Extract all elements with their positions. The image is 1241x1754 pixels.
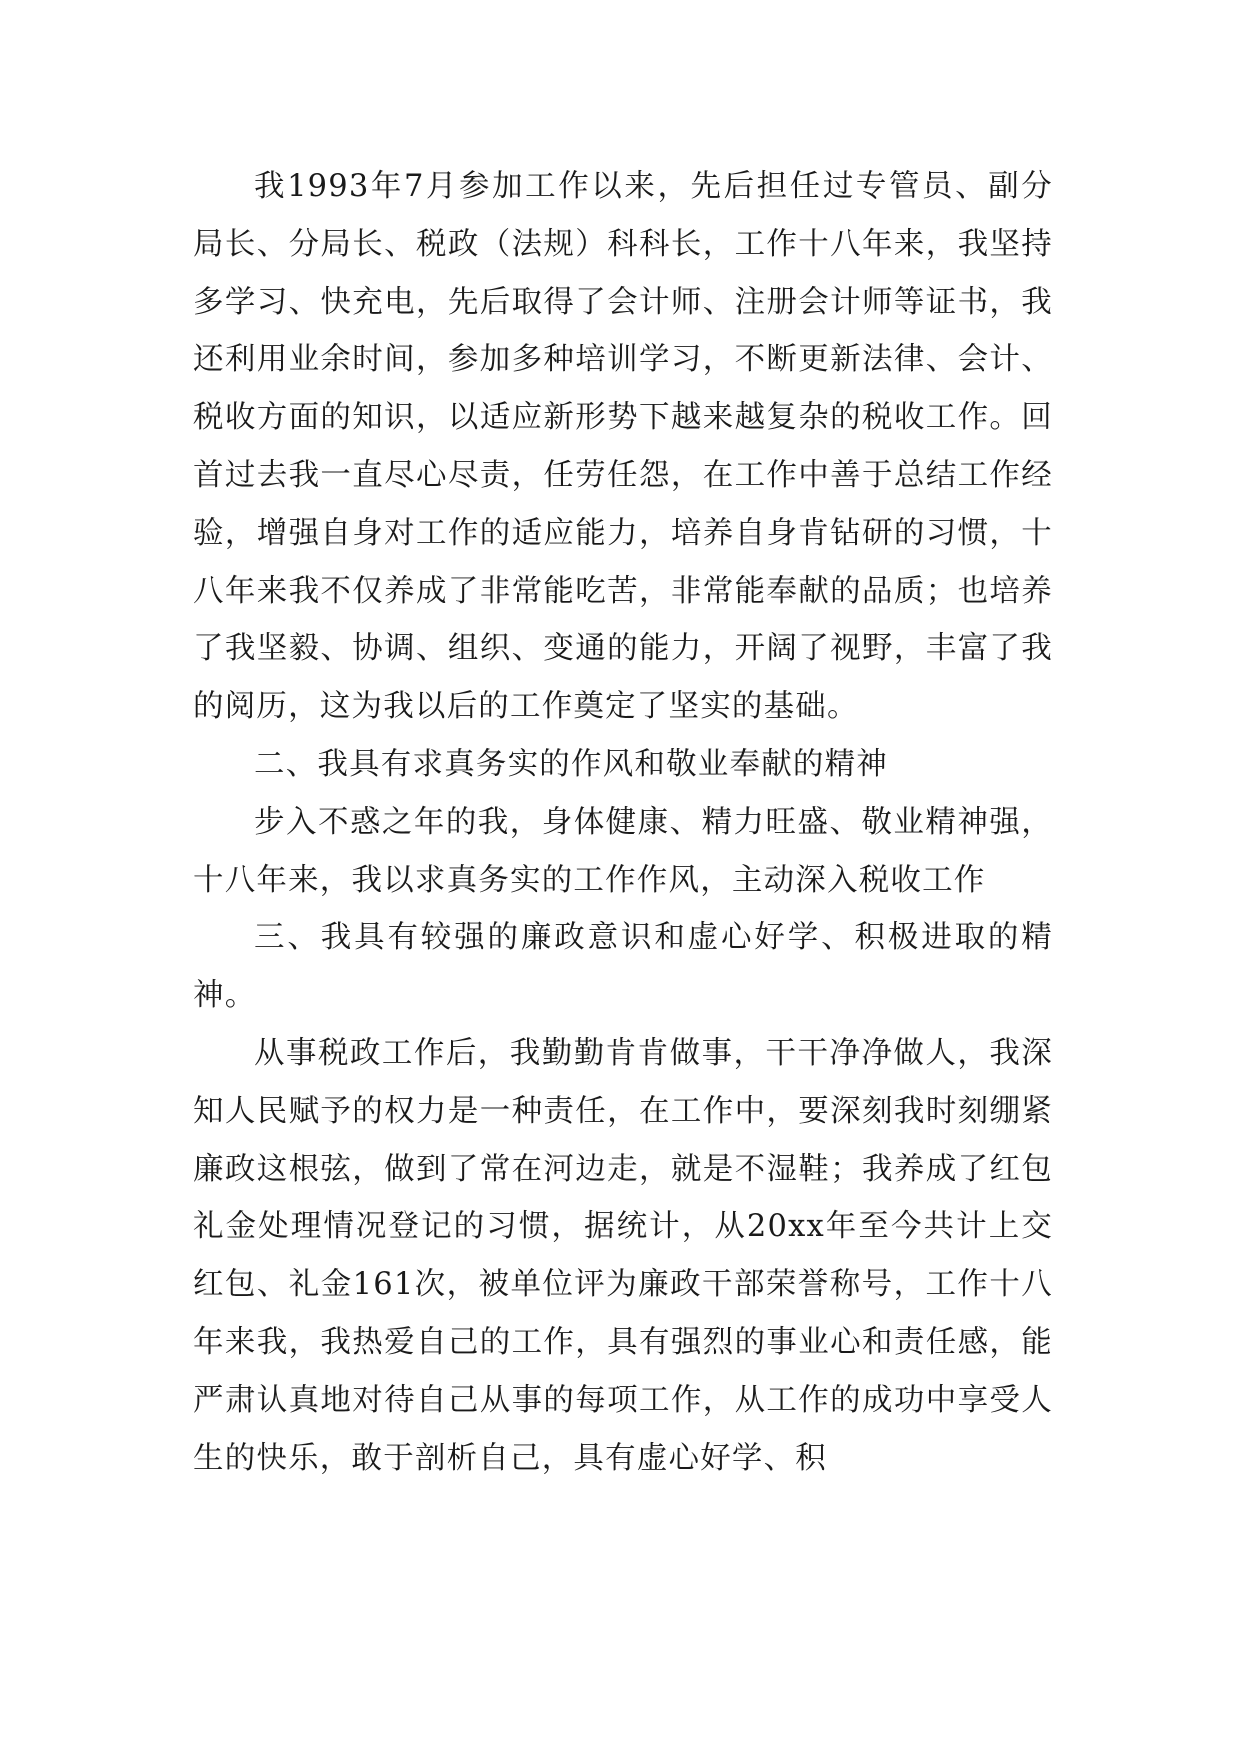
paragraph-section-three: 从事税政工作后，我勤勤肯肯做事，干干净净做人，我深知人民赋予的权力是一种责任，在工作中，要深刻我时刻绷紧廉政这根弦，做到了常在河边走，就是不湿鞋；我养成了红包礼金处理情况登记的习惯，据统计，从20xx年至今共计上交红包、礼金161次，被单位评为廉政干部荣誉称号，工作十八年来我，我热爱自己的工作，具有强烈的事业心和责任感，能严肃认真地对待自己从事的每项工作，从工作的成功中享受人生的快乐，敢于剖析自己，具有虚心好学、积: [193, 1035, 1053, 1476]
heading-section-two: 二、我具有求真务实的作风和敬业奉献的精神: [254, 746, 888, 782]
paragraph-section-two: 步入不惑之年的我，身体健康、精力旺盛、敬业精神强，十八年来，我以求真务实的工作作风，主动深入税收工作: [193, 804, 1053, 898]
document-body: [193, 158, 1053, 1487]
paragraph-work-history: 我1993年7月参加工作以来，先后担任过专管员、副分局长、分局长、税政（法规）科科长，工作十八年来，我坚持多学习、快充电，先后取得了会计师、注册会计师等证书，我还利用业余时间，参加多种培训学习，不断更新法律、会计、税收方面的知识，以适应新形势下越来越复杂的税收工作。回首过去我一直尽心尽责，任劳任怨，在工作中善于总结工作经验，增强自身对工作的适应能力，培养自身肯钻研的习惯，十八年来我不仅养成了非常能吃苦，非常能奉献的品质；也培养了我坚毅、协调、组织、变通的能力，开阔了视野，丰富了我的阅历，这为我以后的工作奠定了坚实的基础。: [193, 169, 1053, 725]
heading-section-three: 三、我具有较强的廉政意识和虚心好学、积极进取的精神。: [193, 920, 1053, 1014]
